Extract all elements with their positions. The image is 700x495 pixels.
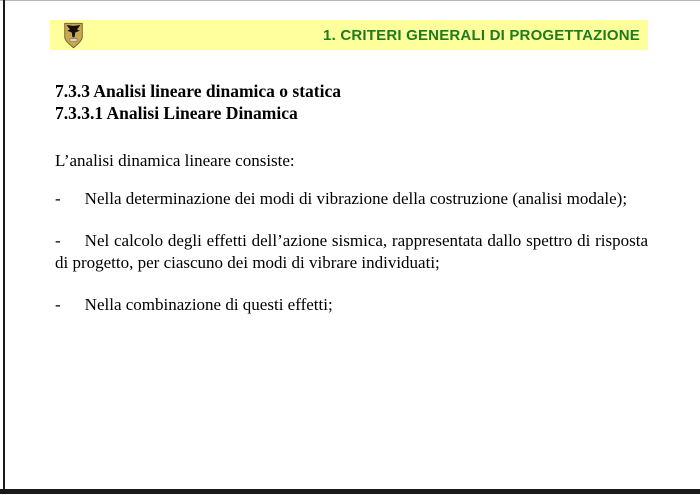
bullet-text: Nel calcolo degli effetti dell’azione sismica, rappresentata dallo spettro di risposta di progetto, per ciascuno dei modi di vibrare individuati; xyxy=(55,231,648,272)
page-top-border xyxy=(0,0,700,1)
header-title: 1. CRITERI GENERALI DI PROGETTAZIONE xyxy=(323,26,640,44)
section-heading: 7.3.3 Analisi lineare dinamica o statica xyxy=(55,81,341,101)
bullet-dash: - xyxy=(55,189,61,208)
subsection-heading: 7.3.3.1 Analisi Lineare Dinamica xyxy=(55,103,298,123)
page-left-border xyxy=(3,0,5,493)
section-headings xyxy=(55,80,648,124)
intro-paragraph: L’analisi dinamica lineare consiste: xyxy=(55,151,295,170)
bullet-item xyxy=(55,294,648,316)
eagle-shield-icon xyxy=(63,22,84,49)
bullet-item xyxy=(55,188,648,210)
document-body xyxy=(55,80,648,336)
bullet-item xyxy=(55,230,648,274)
bullet-text: Nella determinazione dei modi di vibrazione della costruzione (analisi modale); xyxy=(84,189,628,208)
bullet-dash: - xyxy=(55,231,61,250)
bullet-text: Nella combinazione di questi effetti; xyxy=(84,295,333,314)
page-bottom-rule xyxy=(0,489,700,494)
bullet-dash: - xyxy=(55,295,61,314)
header-bar xyxy=(50,20,648,50)
